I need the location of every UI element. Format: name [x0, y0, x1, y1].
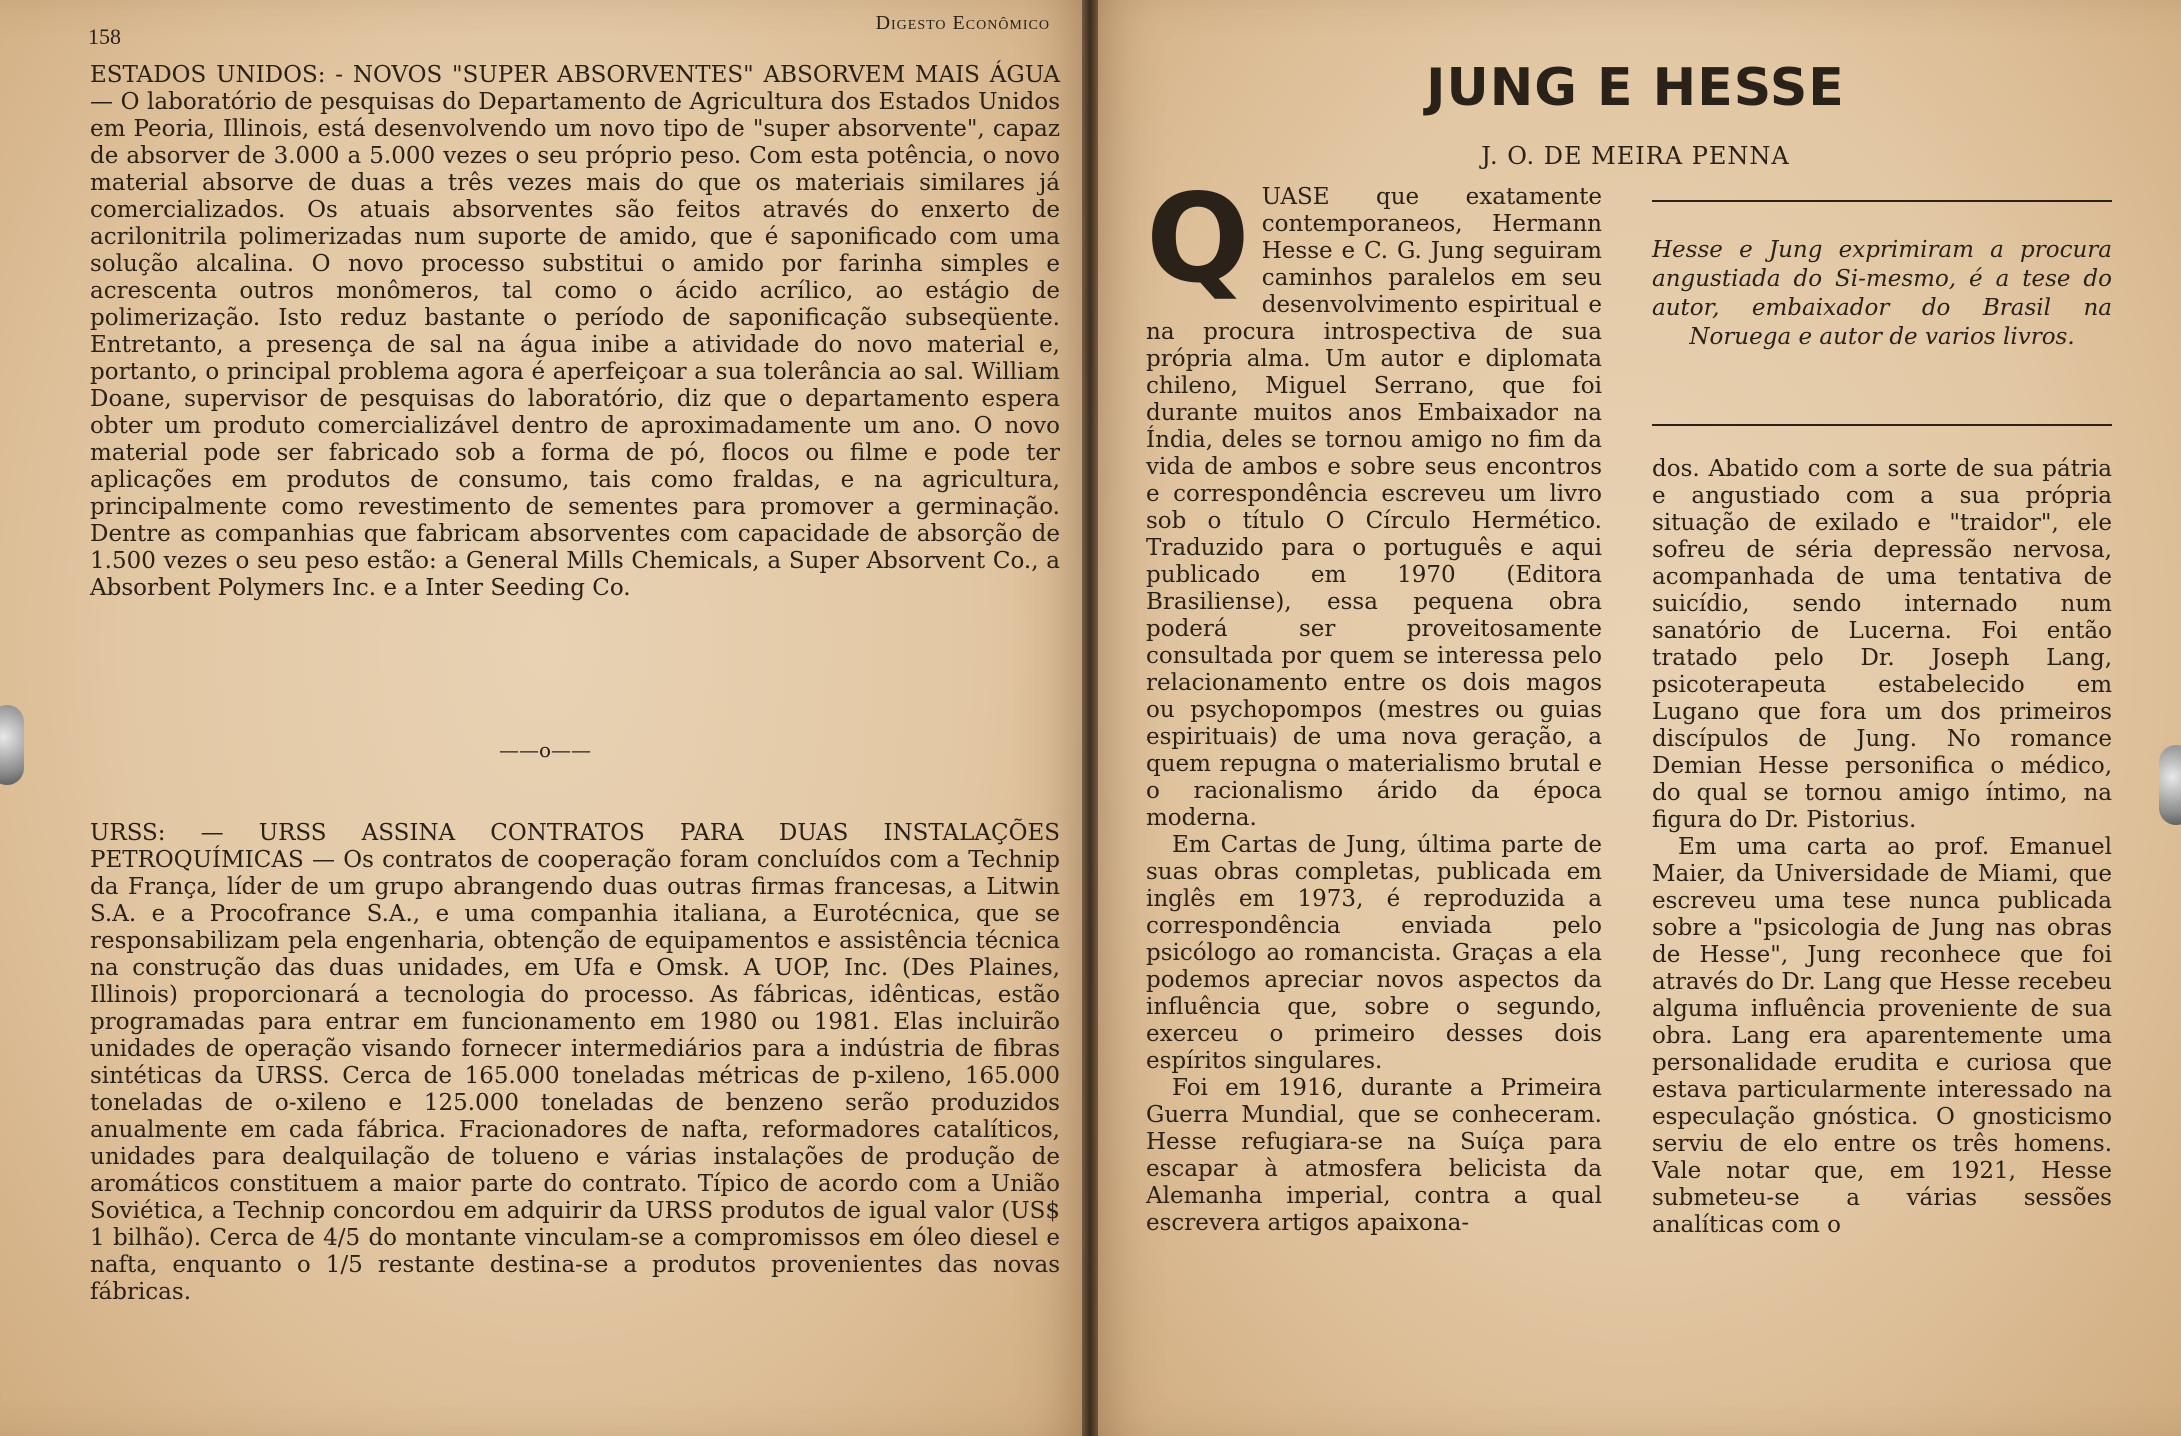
book-gutter: [1082, 0, 1098, 1436]
article-absorventes: ESTADOS UNIDOS: - NOVOS "SUPER ABSORVENTES" ABSORVEM MAIS ÁGUA — O laboratório de pesquisas do Departamento de Agricultura dos Estados Unidos em Peoria, Illinois, está desenvolvendo um novo tipo de "super absorvente", capaz de absorver de 3.000 a 5.000 vezes o seu próprio peso. Com esta potência, o novo material absorve de duas a três vezes mais do que os materiais similares já comercializados. Os atuais absorventes são feitos através do enxerto de acrilonitrila polimerizadas num suporte de amido, que é saponificado com uma solução alcalina. O novo processo substitui o amido por farinha simples e acrescenta outros monômeros, tal como o ácido acrílico, ao estágio de polimerização. Isto reduz bastante o período de saponificação subseqüente. Entretanto, a presença de sal na água inibe a atividade do novo material e, portanto, o principal problema agora é aperfeiçoar a sua tolerância ao sal. William Doane, supervisor de pesquisas do laboratório, diz que o departamento espera obter um produto comercializável dentro de aproximadamente um ano. O novo material pode ser fabricado sob a forma de pó, flocos ou filme e pode ter aplicações em produtos de consumo, tais como fraldas, e na agricultura, principalmente como revestimento de sementes para promover a germinação. Dentre as companhias que fabricam absorventes com capacidade de absorção de 1.500 vezes o seu peso estão: a General Mills Chemicals, a Super Absorvent Co., a Absorbent Polymers Inc. e a Inter Seeding Co.: [90, 62, 1060, 601]
paragraph: dos. Abatido com a sorte de sua pátria e angustiado com a sua própria situação de exilado e "traidor", ele sofreu de séria depressão nervosa, acompanhada de uma tentativa de suicídio, sendo internado num sanatório de Lucerna. Foi então tratado pelo Dr. Joseph Lang, psicoterapeuta estabelecido em Lugano que fora um dos primeiros discípulos de Jung. No romance Demian Hesse personifica o médico, do qual se tornou amigo íntimo, na figura do Dr. Pistorius.: [1652, 456, 2112, 833]
paragraph: Foi em 1916, durante a Primeira Guerra Mundial, que se conheceram. Hesse refugiara-se na Suíça para escapar à atmosfera belicista da Alemanha imperial, contra a qual escrevera artigos apaixona-: [1146, 1075, 1602, 1236]
article-urss: URSS: — URSS ASSINA CONTRATOS PARA DUAS INSTALAÇÕES PETROQUÍMICAS — Os contratos de cooperação foram concluídos com a Technip da França, líder de um grupo abrangendo duas outras firmas francesas, a Litwin S.A. e a Procofrance S.A., e uma companhia italiana, a Eurotécnica, que se responsabilizam pela engenharia, obtenção de equipamentos e assistência técnica na construção das duas unidades, em Ufa e Omsk. A UOP, Inc. (Des Plaines, Illinois) proporcionará a tecnologia do processo. As fábricas, idênticas, estão programadas para entrar em funcionamento em 1980 ou 1981. Elas incluirão unidades de operação visando fornecer intermediários para a indústria de fibras sintéticas da URSS. Cerca de 165.000 toneladas métricas de p-xileno, 165.000 toneladas de o-xileno e 125.000 toneladas de benzeno serão produzidos anualmente em cada fábrica. Fracionadores de nafta, reformadores catalíticos, unidades para dealquilação de tolueno e várias instalações de produção de aromáticos constituem a maior parte do contrato. Típico de acordo com a União Soviética, a Technip concordou em adquirir da URSS produtos de igual valor (US$ 1 bilhão). Cerca de 4/5 do montante vinculam-se a compromissos em óleo diesel e nafta, enquanto o 1/5 restante destina-se a produtos provenientes das novas fábricas.: [90, 820, 1060, 1305]
paragraph: UASE que exatamente contemporaneos, Hermann Hesse e C. G. Jung seguiram caminhos paralelos em seu desenvolvimento espiritual e na procura introspectiva de sua própria alma. Um autor e diplomata chileno, Miguel Serrano, que foi durante muitos anos Embaixador na Índia, deles se tornou amigo no fim da vida de ambos e sobre seus encontros e correspondência escreveu um livro sob o título O Círculo Hermético. Traduzido para o português e aqui publicado em 1970 (Editora Brasiliense), essa pequena obra poderá ser proveitosamente consultada por quem se interessa pelo relacionamento entre os dois magos ou psychopompos (mestres ou guias espirituais) de uma nova geração, a quem repugna o materialismo brutal e o racionalismo árido da época moderna.: [1146, 184, 1602, 831]
right-page: [1090, 0, 2181, 1436]
article-title: JUNG E HESSE: [1426, 58, 1845, 118]
article-author: J. O. DE MEIRA PENNA: [1481, 142, 1790, 170]
pull-quote-text: Hesse e Jung exprimiram a procura angustiada do Si-mesmo, é a tese do autor, embaixador do Brasil na Noruega e autor de varios livros.: [1652, 237, 2112, 350]
pull-quote: [1652, 200, 2112, 426]
paragraph: Em uma carta ao prof. Emanuel Maier, da Universidade de Miami, que escreveu uma tese nunca publicada sobre a "psicologia de Jung nas obras de Hesse", Jung reconhece que foi através do Dr. Lang que Hesse recebeu alguma influência proveniente de sua obra. Lang era aparentemente uma personalidade erudita e curiosa que estava particularmente interessado na especulação gnóstica. O gnosticismo serviu de elo entre os três homens. Vale notar que, em 1921, Hesse submeteu-se a várias sessões analíticas com o: [1652, 834, 2112, 1238]
binder-clip: [0, 705, 24, 785]
page-number: 158: [88, 24, 121, 49]
drop-cap: Q: [1146, 168, 1250, 310]
column-left: [1146, 168, 1602, 1237]
binder-clip: [2159, 745, 2181, 825]
section-divider: ——o——: [498, 738, 592, 762]
left-page: [0, 0, 1090, 1436]
running-head: Digesto Econômico: [875, 12, 1050, 34]
paragraph: Em Cartas de Jung, última parte de suas obras completas, publicada em inglês em 1973, é reproduzida a correspondência enviada pelo psicólogo ao romancista. Graças a ela podemos apreciar novos aspectos da influência que, sobre o segundo, exerceu o primeiro desses dois espíritos singulares.: [1146, 832, 1602, 1074]
column-right: [1652, 456, 2112, 1239]
